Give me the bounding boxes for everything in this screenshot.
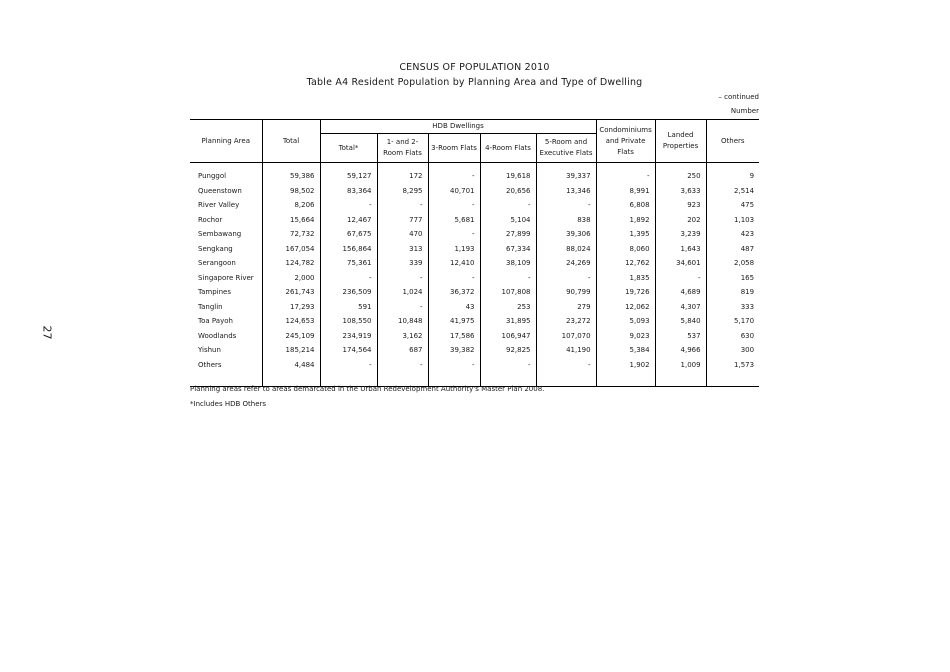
- value-cell: 8,991: [596, 184, 655, 199]
- value-cell: 5,840: [655, 314, 706, 329]
- value-cell: 5,681: [428, 213, 480, 228]
- value-cell: 34,601: [655, 256, 706, 271]
- value-cell: 339: [377, 256, 428, 271]
- header-planning-area: Planning Area: [190, 120, 262, 163]
- value-cell: 17,586: [428, 329, 480, 344]
- value-cell: 75,361: [320, 256, 377, 271]
- planning-area-cell: Queenstown: [198, 186, 242, 195]
- value-cell: 19,726: [596, 285, 655, 300]
- table-row: [190, 184, 759, 199]
- value-cell: 1,395: [596, 227, 655, 242]
- header-1-2-room: [377, 134, 428, 163]
- value-cell: -: [480, 358, 536, 373]
- value-cell: 39,306: [536, 227, 596, 242]
- table-row: [190, 271, 759, 286]
- value-cell: -: [377, 271, 428, 286]
- report-title: CENSUS OF POPULATION 2010: [399, 62, 550, 73]
- value-cell: -: [428, 163, 480, 184]
- value-cell: -: [428, 198, 480, 213]
- value-cell: 1,193: [428, 242, 480, 257]
- value-cell: 423: [706, 227, 759, 242]
- value-cell: 10,848: [377, 314, 428, 329]
- value-cell: 124,653: [262, 314, 320, 329]
- value-cell: -: [428, 271, 480, 286]
- value-cell: 1,573: [706, 358, 759, 373]
- continued-note: – continued: [718, 93, 759, 101]
- value-cell: 4,966: [655, 343, 706, 358]
- planning-area-cell: Singapore River: [198, 273, 254, 282]
- planning-area-cell: Punggol: [198, 172, 227, 181]
- value-cell: 236,509: [320, 285, 377, 300]
- page-number: 27: [40, 325, 54, 340]
- header-others: Others: [706, 120, 759, 163]
- value-cell: 107,070: [536, 329, 596, 344]
- value-cell: 88,024: [536, 242, 596, 257]
- value-cell: 4,689: [655, 285, 706, 300]
- header-condo-line3: Flats: [617, 147, 634, 156]
- table-row: [190, 163, 759, 184]
- header-landed: [655, 120, 706, 163]
- value-cell: 67,334: [480, 242, 536, 257]
- value-cell: 687: [377, 343, 428, 358]
- header-total: Total: [262, 120, 320, 163]
- table-body: [190, 163, 759, 387]
- value-cell: -: [428, 358, 480, 373]
- value-cell: 12,762: [596, 256, 655, 271]
- value-cell: 107,808: [480, 285, 536, 300]
- value-cell: 12,467: [320, 213, 377, 228]
- spacer-cell: [536, 372, 596, 387]
- value-cell: 124,782: [262, 256, 320, 271]
- value-cell: 185,214: [262, 343, 320, 358]
- value-cell: 487: [706, 242, 759, 257]
- value-cell: 24,269: [536, 256, 596, 271]
- table-row: [190, 213, 759, 228]
- value-cell: 253: [480, 300, 536, 315]
- value-cell: -: [655, 271, 706, 286]
- value-cell: -: [536, 358, 596, 373]
- value-cell: 3,162: [377, 329, 428, 344]
- value-cell: 36,372: [428, 285, 480, 300]
- header-condo-line2: and Private: [605, 136, 646, 145]
- value-cell: 1,902: [596, 358, 655, 373]
- value-cell: 630: [706, 329, 759, 344]
- value-cell: 106,947: [480, 329, 536, 344]
- value-cell: 156,864: [320, 242, 377, 257]
- value-cell: -: [428, 227, 480, 242]
- value-cell: 234,919: [320, 329, 377, 344]
- value-cell: 38,109: [480, 256, 536, 271]
- value-cell: 98,502: [262, 184, 320, 199]
- value-cell: 1,024: [377, 285, 428, 300]
- value-cell: 245,109: [262, 329, 320, 344]
- value-cell: 31,895: [480, 314, 536, 329]
- value-cell: -: [377, 358, 428, 373]
- value-cell: -: [480, 271, 536, 286]
- value-cell: 17,293: [262, 300, 320, 315]
- table-row: [190, 227, 759, 242]
- value-cell: 43: [428, 300, 480, 315]
- value-cell: -: [480, 198, 536, 213]
- value-cell: 300: [706, 343, 759, 358]
- value-cell: 20,656: [480, 184, 536, 199]
- table-row: [190, 329, 759, 344]
- value-cell: 165: [706, 271, 759, 286]
- planning-area-cell: River Valley: [198, 201, 240, 210]
- value-cell: 5,384: [596, 343, 655, 358]
- value-cell: 3,633: [655, 184, 706, 199]
- value-cell: -: [596, 163, 655, 184]
- planning-area-cell: Sengkang: [198, 244, 233, 253]
- value-cell: -: [320, 358, 377, 373]
- value-cell: 23,272: [536, 314, 596, 329]
- value-cell: 313: [377, 242, 428, 257]
- value-cell: 261,743: [262, 285, 320, 300]
- value-cell: 19,618: [480, 163, 536, 184]
- value-cell: 1,892: [596, 213, 655, 228]
- value-cell: 41,190: [536, 343, 596, 358]
- header-hdb-dwellings: HDB Dwellings: [320, 120, 596, 134]
- table-title: Table A4 Resident Population by Planning Area and Type of Dwelling: [306, 77, 643, 88]
- value-cell: 72,732: [262, 227, 320, 242]
- value-cell: -: [377, 198, 428, 213]
- value-cell: 1,103: [706, 213, 759, 228]
- value-cell: 15,664: [262, 213, 320, 228]
- value-cell: 250: [655, 163, 706, 184]
- value-cell: 5,104: [480, 213, 536, 228]
- planning-area-cell: Toa Payoh: [198, 317, 233, 326]
- value-cell: -: [536, 271, 596, 286]
- value-cell: 475: [706, 198, 759, 213]
- value-cell: 108,550: [320, 314, 377, 329]
- value-cell: 174,564: [320, 343, 377, 358]
- planning-area-cell: Tanglin: [198, 302, 223, 311]
- header-landed-line2: Properties: [662, 142, 699, 150]
- planning-area-cell: Others: [198, 360, 222, 369]
- value-cell: 92,825: [480, 343, 536, 358]
- spacer-cell: [596, 372, 655, 387]
- value-cell: 8,295: [377, 184, 428, 199]
- header-5-room: [536, 134, 596, 163]
- value-cell: -: [536, 198, 596, 213]
- header-4-room: 4-Room Flats: [480, 134, 536, 163]
- value-cell: 8,206: [262, 198, 320, 213]
- footnote-hdb-others: *Includes HDB Others: [190, 400, 267, 408]
- value-cell: 1,009: [655, 358, 706, 373]
- value-cell: 9,023: [596, 329, 655, 344]
- value-cell: 59,127: [320, 163, 377, 184]
- planning-area-cell: Woodlands: [198, 331, 237, 340]
- value-cell: 4,307: [655, 300, 706, 315]
- value-cell: 27,899: [480, 227, 536, 242]
- table-row: [190, 300, 759, 315]
- value-cell: 13,346: [536, 184, 596, 199]
- table-row: [190, 256, 759, 271]
- value-cell: 838: [536, 213, 596, 228]
- value-cell: 202: [655, 213, 706, 228]
- footnote-planning-areas: Planning areas refer to areas demarcated in the Urban Redevelopment Authority's Master Plan 2008.: [190, 385, 545, 393]
- header-landed-line1: Landed: [667, 131, 694, 139]
- value-cell: 777: [377, 213, 428, 228]
- value-cell: -: [320, 271, 377, 286]
- header-3-room: 3-Room Flats: [428, 134, 480, 163]
- value-cell: 83,364: [320, 184, 377, 199]
- spacer-cell: [706, 372, 759, 387]
- value-cell: 9: [706, 163, 759, 184]
- value-cell: 39,337: [536, 163, 596, 184]
- header-condominiums: [596, 120, 655, 163]
- value-cell: 591: [320, 300, 377, 315]
- value-cell: 67,675: [320, 227, 377, 242]
- header-1-2-room-line2: Room Flats: [383, 149, 422, 157]
- header-1-2-room-line1: 1- and 2-: [386, 138, 419, 146]
- header-hdb-total: Total*: [320, 134, 377, 163]
- value-cell: 40,701: [428, 184, 480, 199]
- planning-area-cell: Serangoon: [198, 259, 236, 268]
- table-row: [190, 343, 759, 358]
- table-row: [190, 358, 759, 373]
- planning-area-cell: Sembawang: [198, 230, 242, 239]
- value-cell: 819: [706, 285, 759, 300]
- value-cell: 1,643: [655, 242, 706, 257]
- value-cell: 12,062: [596, 300, 655, 315]
- value-cell: -: [377, 300, 428, 315]
- spacer-cell: [655, 372, 706, 387]
- value-cell: 41,975: [428, 314, 480, 329]
- value-cell: 8,060: [596, 242, 655, 257]
- header-5-room-line1: 5-Room and: [544, 138, 588, 146]
- value-cell: 90,799: [536, 285, 596, 300]
- header-5-room-line2: Executive Flats: [539, 149, 593, 157]
- unit-label: Number: [730, 107, 759, 115]
- value-cell: 2,000: [262, 271, 320, 286]
- value-cell: 172: [377, 163, 428, 184]
- value-cell: 59,386: [262, 163, 320, 184]
- population-table: [190, 119, 759, 387]
- value-cell: 6,808: [596, 198, 655, 213]
- value-cell: 5,170: [706, 314, 759, 329]
- table-row: [190, 285, 759, 300]
- value-cell: 4,484: [262, 358, 320, 373]
- table-row: [190, 242, 759, 257]
- value-cell: 5,093: [596, 314, 655, 329]
- header-condo-line1: Condominiums: [599, 125, 652, 134]
- planning-area-cell: Rochor: [198, 215, 223, 224]
- table-row: [190, 314, 759, 329]
- value-cell: 2,058: [706, 256, 759, 271]
- table-row: [190, 198, 759, 213]
- value-cell: 923: [655, 198, 706, 213]
- value-cell: 537: [655, 329, 706, 344]
- value-cell: 12,410: [428, 256, 480, 271]
- value-cell: 2,514: [706, 184, 759, 199]
- value-cell: 167,054: [262, 242, 320, 257]
- value-cell: 470: [377, 227, 428, 242]
- value-cell: 1,835: [596, 271, 655, 286]
- planning-area-cell: Yishun: [198, 346, 221, 355]
- value-cell: 279: [536, 300, 596, 315]
- value-cell: -: [320, 198, 377, 213]
- value-cell: 3,239: [655, 227, 706, 242]
- value-cell: 39,382: [428, 343, 480, 358]
- planning-area-cell: Tampines: [198, 288, 232, 297]
- value-cell: 333: [706, 300, 759, 315]
